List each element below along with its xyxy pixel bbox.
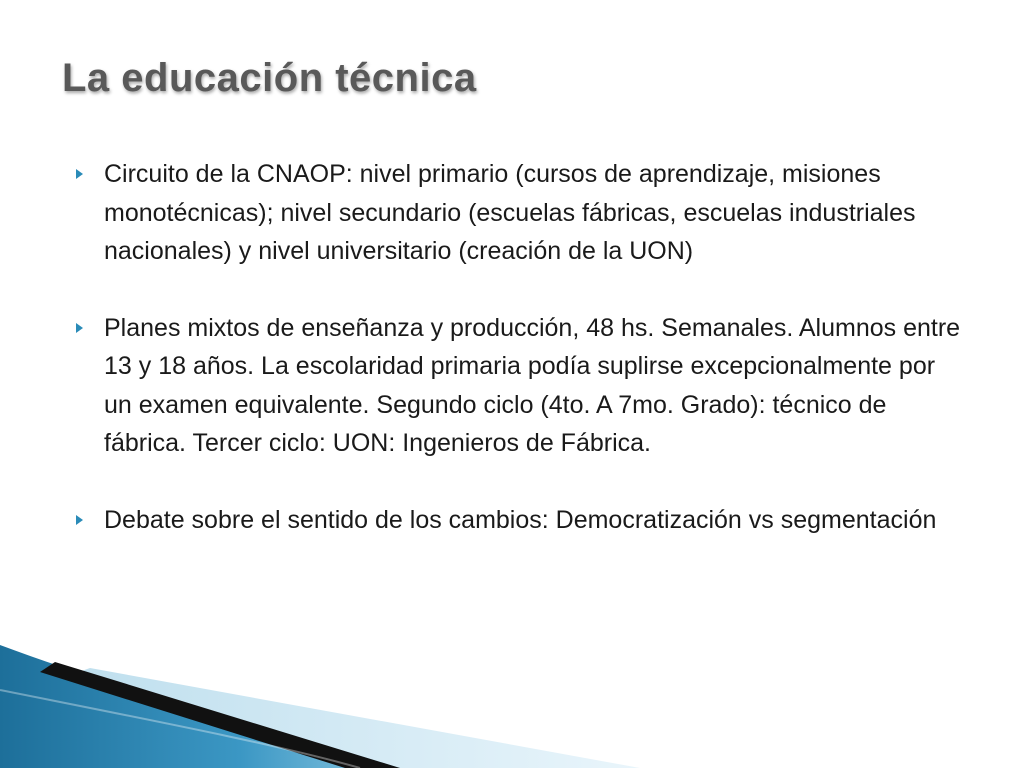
bullet-text: Debate sobre el sentido de los cambios: Democratización vs segmentación bbox=[104, 505, 937, 534]
triangle-right-icon bbox=[76, 323, 83, 333]
triangle-right-icon bbox=[76, 169, 83, 179]
bullet-item bbox=[72, 155, 962, 271]
dark-streak bbox=[40, 662, 400, 768]
triangle-right-icon bbox=[76, 515, 83, 525]
light-blue-sweep bbox=[0, 668, 640, 768]
highlight-line bbox=[0, 690, 360, 768]
bullet-text: Circuito de la CNAOP: nivel primario (cursos de aprendizaje, misiones monotécnicas); nivel secundario (escuelas fábricas, escuelas industriales nacionales) y nivel universitario (creación de la UON) bbox=[104, 160, 916, 265]
slide-title: La educación técnica bbox=[62, 56, 477, 100]
bullet-list bbox=[72, 155, 962, 577]
bullet-text: Planes mixtos de enseñanza y producción, 48 hs. Semanales. Alumnos entre 13 y 18 años. La escolaridad primaria podía suplirse excepcionalmente por un examen equivalente. Segundo ciclo (4to. A 7mo. Grado): técnico de fábrica. Tercer ciclo: UON: Ingenieros de Fábrica. bbox=[104, 313, 961, 457]
bullet-item bbox=[72, 501, 962, 540]
bullet-item bbox=[72, 309, 962, 463]
blue-wedge bbox=[0, 645, 400, 768]
